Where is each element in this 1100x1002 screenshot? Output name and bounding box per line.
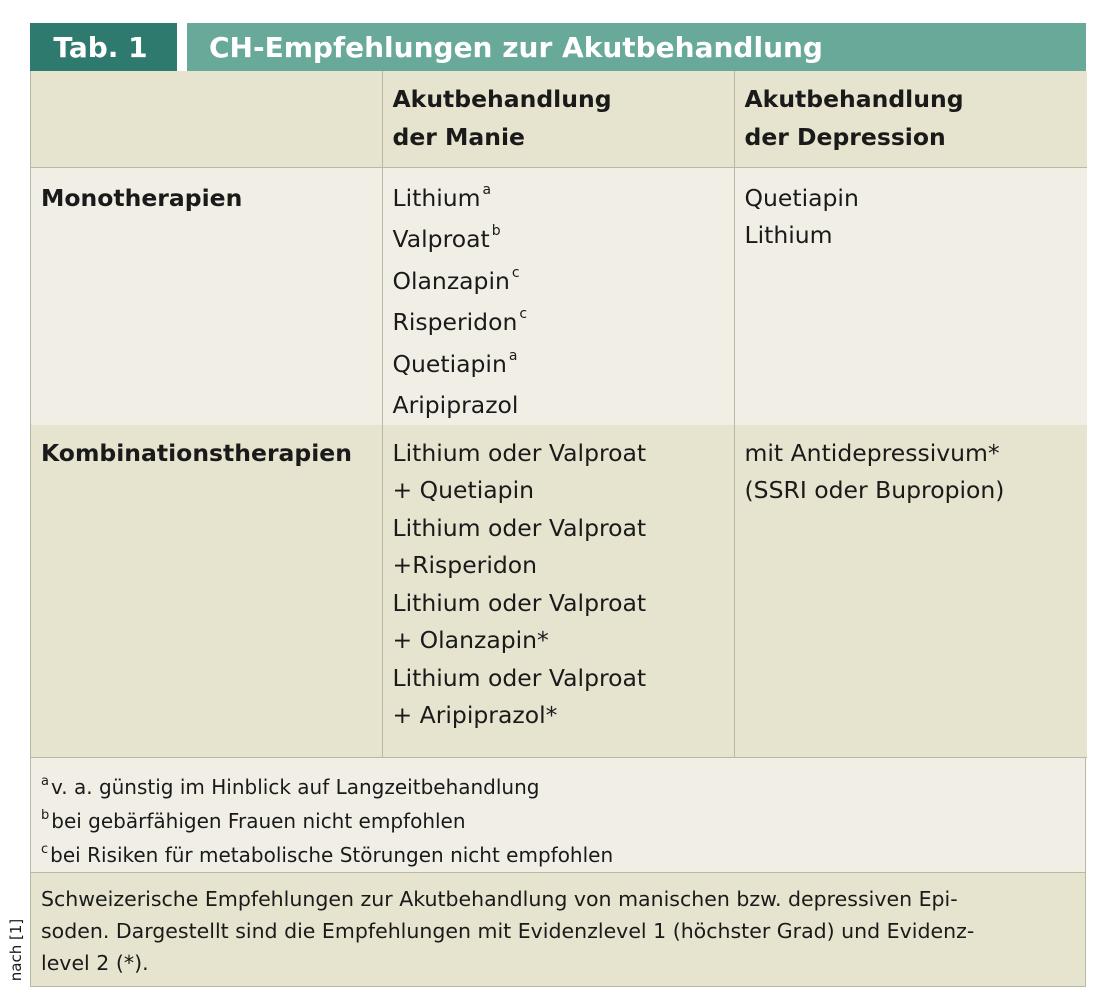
drug-entry: + Olanzapin* — [392, 626, 549, 654]
footnote: $^c$ bei Risiken für metabolische Störungen nicht empfohlen — [41, 842, 614, 867]
column-header-line: Akutbehandlung — [744, 85, 964, 113]
drug-entry: mit Antidepressivum* — [744, 438, 1000, 467]
column-header-line: der Manie — [392, 122, 525, 151]
drug-entry: +Risperidon — [392, 551, 538, 579]
recommendation-table — [30, 71, 1086, 987]
cell-depression-kombi — [734, 425, 1087, 758]
footnotes — [31, 758, 1085, 873]
drug-entry: Lithium — [744, 221, 833, 249]
footnote: $^a$ v. a. günstig im Hinblick auf Langzeitbehandlung — [41, 774, 540, 799]
table-caption — [31, 873, 1085, 986]
table-row-monotherapien — [31, 167, 1087, 425]
table-header — [30, 23, 1086, 71]
footnote-mark: c — [519, 306, 528, 322]
footnote-mark: b — [491, 223, 501, 239]
drug-entry: Risperidon $^c$ — [392, 306, 528, 336]
footnote: $^b$ bei gebärfähigen Frauen nicht empfohlen — [41, 808, 466, 833]
footnote-mark: c — [511, 264, 520, 281]
drug-entry: Lithium oder Valproat — [392, 438, 647, 467]
drug-entry: Lithium $^a$ — [392, 181, 492, 212]
drug-entry: Lithium oder Valproat — [392, 663, 647, 692]
source-text: nach [1] — [7, 918, 25, 982]
source-note — [2, 915, 30, 985]
column-header-manie — [382, 71, 734, 167]
cell-manie-kombi — [382, 425, 734, 758]
table-row-kombinationstherapien — [31, 425, 1087, 758]
cell-depression-mono — [734, 167, 1087, 425]
column-header-line: der Depression — [744, 122, 946, 151]
table-number: Tab. 1 — [30, 23, 177, 71]
footnote-mark: a — [508, 347, 518, 364]
drug-entry: + Quetiapin — [392, 476, 534, 504]
row-label: Monotherapien — [31, 167, 382, 425]
caption-line: soden. Dargestellt sind die Empfehlungen mit Evidenzlevel 1 (höchster Grad) und Evidenz- — [41, 919, 975, 943]
column-header-depression — [734, 71, 1087, 167]
table-title: CH-Empfehlungen zur Akutbehandlung — [187, 23, 1086, 71]
column-header-row — [31, 71, 1087, 167]
row-label: Kombinationstherapien — [31, 425, 382, 758]
drug-entry: Aripiprazol — [392, 391, 519, 419]
drug-entry: + Aripiprazol* — [392, 701, 558, 729]
footnote-mark: b — [41, 808, 50, 823]
footnote-mark: a — [41, 774, 49, 789]
cell-manie-mono — [382, 167, 734, 425]
drug-entry: Olanzapin $^c$ — [392, 264, 520, 295]
column-header-empty — [31, 71, 382, 167]
drug-entry: Quetiapin $^a$ — [392, 347, 518, 378]
caption-line: Schweizerische Empfehlungen zur Akutbehandlung von manischen bzw. depressiven Epi- — [41, 887, 958, 911]
drug-entry: (SSRI oder Bupropion) — [744, 476, 1005, 504]
drug-entry: Lithium oder Valproat — [392, 513, 647, 542]
footnote-mark: c — [41, 842, 49, 857]
caption-line: level 2 (*). — [41, 951, 149, 975]
drug-entry: Lithium oder Valproat — [392, 588, 647, 617]
footnote-mark: a — [482, 181, 492, 198]
drug-entry: Quetiapin — [744, 183, 859, 212]
column-header-line: Akutbehandlung — [392, 85, 612, 113]
drug-entry: Valproat $^b$ — [392, 223, 501, 253]
